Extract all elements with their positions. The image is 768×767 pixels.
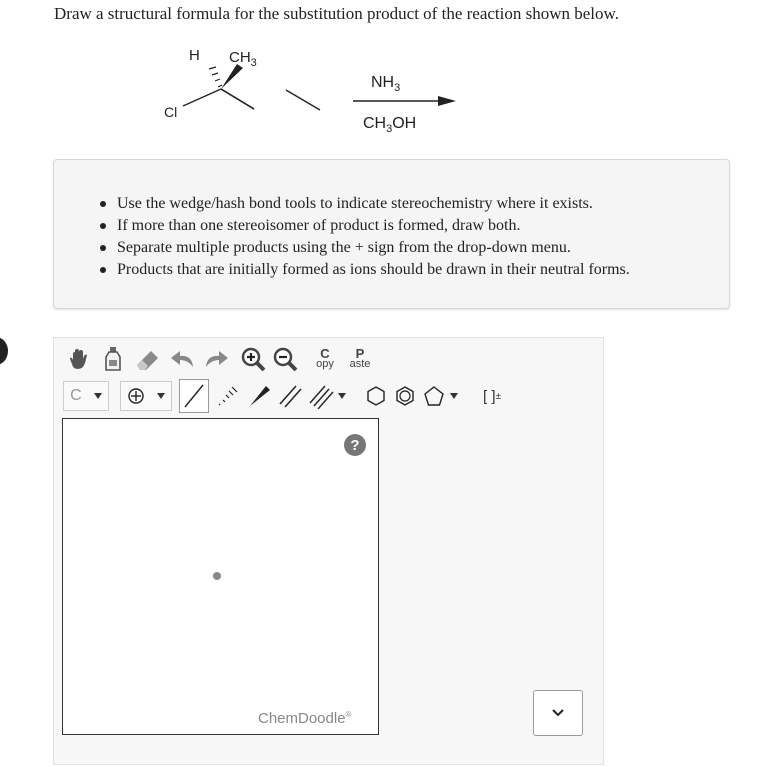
- paste-label-top: P: [355, 346, 365, 361]
- plus-circle-icon: [127, 387, 145, 405]
- chevron-down-icon: [94, 393, 102, 399]
- single-bond-button[interactable]: [179, 379, 209, 413]
- cyclopentane-button[interactable]: [421, 381, 447, 411]
- benzene-icon: [394, 385, 416, 407]
- bracket-sup: ±: [495, 390, 501, 402]
- copy-label-top: C: [320, 346, 330, 361]
- triple-bond-icon: [308, 383, 334, 409]
- hand-tool-button[interactable]: [64, 344, 94, 374]
- bond-main: [221, 89, 254, 109]
- help-button[interactable]: ?: [344, 434, 366, 456]
- instruction-item: Separate multiple products using the + sign from the drop-down menu.: [117, 237, 630, 259]
- element-select[interactable]: [63, 381, 109, 411]
- ch3-label: $CH_3$: [229, 49, 257, 69]
- chevron-down-icon: [338, 393, 346, 399]
- clear-button[interactable]: [98, 344, 128, 374]
- chemdoodle-editor: [53, 337, 604, 765]
- reaction-arrowhead: [438, 96, 456, 106]
- paste-button[interactable]: [344, 344, 376, 374]
- bracket-charge-button[interactable]: [474, 381, 510, 411]
- instruction-item: If more than one stereoisomer of product is formed, draw both.: [117, 215, 630, 237]
- bond-c2-c3: [286, 90, 320, 110]
- benzene-button[interactable]: [392, 381, 418, 411]
- hash-bond-icon: [214, 383, 240, 409]
- chevron-down-icon: [157, 393, 165, 399]
- wedge-bond-button[interactable]: [244, 379, 274, 413]
- brand-mark: ®: [345, 710, 352, 719]
- bond-dropdown-button[interactable]: [336, 387, 348, 405]
- instructions-box: [53, 159, 730, 309]
- product-dropdown[interactable]: [533, 690, 583, 736]
- side-marker: [0, 337, 8, 365]
- bracket-label: [ ]: [482, 387, 496, 405]
- question-text: Draw a structural formula for the substitution product of the reaction shown below.: [54, 4, 619, 23]
- hash-bond-button[interactable]: [212, 379, 242, 413]
- chevron-down-icon: [450, 393, 458, 399]
- single-bond-icon: [180, 380, 208, 412]
- chemdoodle-brand: [258, 710, 351, 727]
- pentagon-icon: [423, 385, 445, 407]
- reaction-scheme: [140, 40, 470, 140]
- instruction-item: Products that are initially formed as ions should be drawn in their neutral forms.: [117, 259, 630, 281]
- eraser-button[interactable]: [132, 344, 164, 374]
- drawing-canvas[interactable]: [62, 418, 379, 735]
- double-bond-icon: [277, 383, 303, 409]
- brand-name: ChemDoodle: [258, 710, 346, 727]
- triple-bond-button[interactable]: [306, 379, 336, 413]
- reagent-ch3oh: $CH_3OH$: [363, 115, 417, 135]
- bottle-icon: [102, 346, 124, 372]
- double-bond-button[interactable]: [275, 379, 305, 413]
- hand-icon: [67, 347, 91, 371]
- bond-cl-c: [183, 89, 221, 106]
- charge-select[interactable]: [120, 381, 172, 411]
- instruction-item: Use the wedge/hash bond tools to indicate stereochemistry where it exists.: [117, 193, 630, 215]
- redo-button[interactable]: [200, 344, 232, 374]
- paste-label-bottom: aste: [349, 358, 371, 370]
- wedge-bond: [221, 64, 243, 89]
- reagent-nh3: $NH_3$: [371, 74, 401, 94]
- ring-dropdown-button[interactable]: [448, 387, 460, 405]
- wedge-bond-icon: [246, 383, 272, 409]
- hexagon-icon: [365, 385, 387, 407]
- canvas-dot: [213, 572, 221, 580]
- zoom-out-icon: [272, 346, 298, 372]
- copy-button[interactable]: [310, 344, 340, 374]
- chevron-down-icon: [551, 708, 565, 718]
- zoom-in-icon: [240, 346, 266, 372]
- instructions-list: [117, 193, 630, 281]
- copy-label-bottom: opy: [316, 358, 334, 370]
- h-label: H: [189, 47, 200, 64]
- zoom-in-button[interactable]: [238, 344, 268, 374]
- element-label: C: [70, 387, 82, 404]
- eraser-icon: [134, 347, 162, 371]
- undo-icon: [169, 347, 197, 371]
- hash-bond: [209, 67, 222, 87]
- redo-icon: [202, 347, 230, 371]
- undo-button[interactable]: [167, 344, 199, 374]
- cyclohexane-button[interactable]: [363, 381, 389, 411]
- cl-label: Cl: [164, 104, 178, 120]
- zoom-out-button[interactable]: [270, 344, 300, 374]
